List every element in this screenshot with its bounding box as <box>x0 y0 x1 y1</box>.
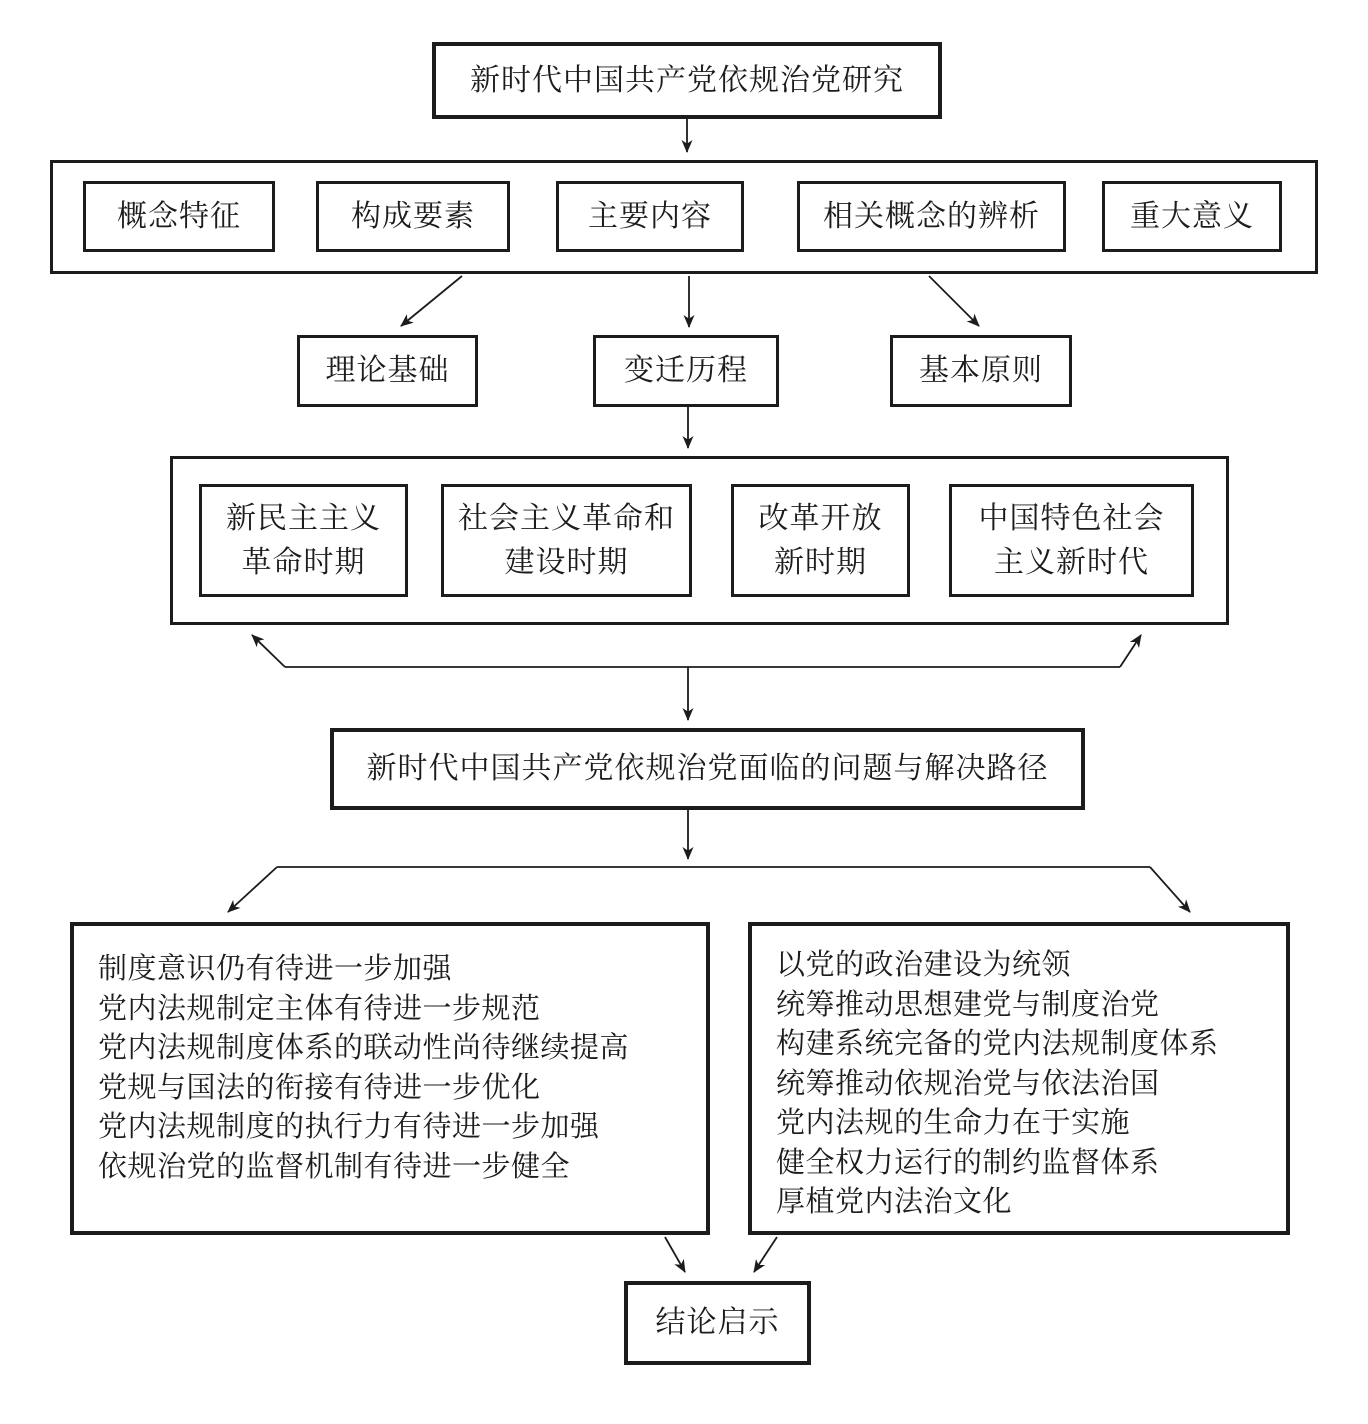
period-line: 社会主义革命和 <box>458 501 675 535</box>
arrow-level2-to-principles <box>929 276 979 326</box>
problem-title-label: 新时代中国共产党依规治党面临的问题与解决路径 <box>366 752 1049 785</box>
trapezoid-right-arrow <box>1120 635 1141 667</box>
level2-label: 概念特征 <box>117 199 241 233</box>
arrow-problems-to-conclusion <box>665 1237 685 1272</box>
problem-title-box <box>330 728 1085 810</box>
level2-box-significance <box>1102 181 1282 252</box>
period-line: 新时期 <box>774 545 867 579</box>
trapezoid-left-arrow <box>252 635 285 667</box>
period-line: 改革开放 <box>758 501 883 535</box>
solution-item: 统筹推动依规治党与依法治国 <box>776 1067 1160 1100</box>
level2-label: 重大意义 <box>1130 199 1254 233</box>
period-line: 中国特色社会 <box>978 501 1165 535</box>
split-right-arrow <box>1150 867 1190 912</box>
level2-label: 相关概念的辨析 <box>823 199 1040 233</box>
level3-box-evolution <box>593 335 779 407</box>
level2-box-concept-features <box>83 181 275 252</box>
solution-item: 健全权力运行的制约监督体系 <box>776 1146 1160 1179</box>
level2-label: 主要内容 <box>588 199 712 233</box>
root-title-label: 新时代中国共产党依规治党研究 <box>470 63 904 97</box>
level3-label: 变迁历程 <box>624 354 748 387</box>
period-box-reform-opening <box>731 484 910 597</box>
level2-box-related-concepts <box>797 181 1066 252</box>
level3-label: 理论基础 <box>325 354 450 387</box>
level2-group-box <box>50 160 1318 274</box>
split-left-arrow <box>228 867 277 912</box>
root-title-box <box>432 42 942 119</box>
level2-box-main-content <box>556 181 744 252</box>
problem-item: 党内法规制度体系的联动性尚待继续提高 <box>98 1032 630 1064</box>
level3-box-basic-principles <box>890 335 1072 407</box>
solution-item: 党内法规的生命力在于实施 <box>776 1107 1131 1139</box>
period-line: 建设时期 <box>504 545 629 579</box>
solutions-list-box <box>748 922 1290 1235</box>
period-box-new-democratic <box>199 484 408 597</box>
solution-item: 厚植党内法治文化 <box>776 1186 1013 1218</box>
period-line: 新民主主义 <box>226 501 381 535</box>
periods-group-box <box>170 456 1229 625</box>
problems-list-box <box>70 922 710 1235</box>
solution-item: 以党的政治建设为统领 <box>776 949 1072 981</box>
problem-item: 依规治党的监督机制有待进一步健全 <box>98 1150 571 1183</box>
arrow-solutions-to-conclusion <box>754 1237 777 1272</box>
period-line: 主义新时代 <box>994 545 1149 579</box>
level2-box-components <box>316 181 510 252</box>
conclusion-box <box>624 1281 811 1365</box>
problem-item: 制度意识仍有待进一步加强 <box>98 953 453 985</box>
solution-item: 构建系统完备的党内法规制度体系 <box>776 1028 1219 1060</box>
conclusion-label: 结论启示 <box>655 1306 780 1339</box>
level2-label: 构成要素 <box>351 199 475 233</box>
problem-item: 党内法规制度的执行力有待进一步加强 <box>98 1111 600 1143</box>
problem-item: 党规与国法的衔接有待进一步优化 <box>98 1071 541 1104</box>
level3-box-theory-basis <box>297 335 478 407</box>
arrow-level2-to-theory <box>401 276 462 326</box>
problem-item: 党内法规制定主体有待进一步规范 <box>98 992 541 1025</box>
solution-item: 统筹推动思想建党与制度治党 <box>776 988 1160 1021</box>
period-line: 革命时期 <box>241 545 366 579</box>
period-box-socialist-revolution <box>441 484 692 597</box>
period-box-new-era <box>949 484 1194 597</box>
level3-label: 基本原则 <box>919 354 1043 387</box>
